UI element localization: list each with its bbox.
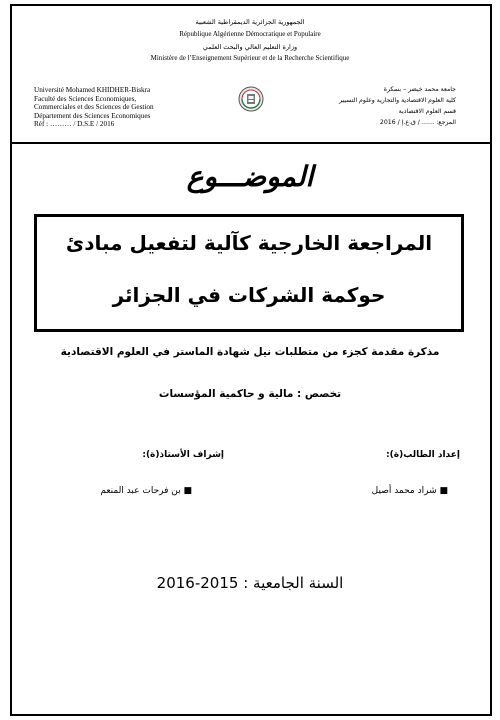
department-name-fr: Département des Sciences Economiques bbox=[34, 111, 151, 120]
university-name-fr: Université Mohamed KHIDHER-Biskra bbox=[34, 86, 151, 94]
thesis-title-box bbox=[34, 214, 464, 332]
republic-french: République Algérienne Démocratique et Populaire bbox=[179, 30, 321, 38]
supervisor-label: إشراف الأستاذ(ة): bbox=[142, 450, 224, 460]
university-block-arabic bbox=[276, 84, 456, 128]
republic-arabic: الجمهورية الجزائرية الديمقراطية الشعبية bbox=[195, 18, 305, 26]
bullet-icon: ■ bbox=[180, 486, 192, 496]
student-name: ■ شراد محمد أصيل bbox=[371, 486, 448, 496]
faculty-name-fr-2: Commerciales et des Sciences de Gestion bbox=[34, 103, 154, 112]
reference-fr: Réf : ……… / D.S.E / 2016 bbox=[34, 120, 115, 129]
specialization: تخصص : مالية و حاكمية المؤسسات bbox=[158, 388, 342, 400]
supervisor-name: ■ بن فرحات عبد المنعم bbox=[100, 486, 192, 496]
faculty-name-fr: Faculté des Sciences Economiques, bbox=[34, 94, 137, 103]
ministry-arabic: وزارة التعليم العالي والبحث العلمي bbox=[202, 43, 298, 51]
thesis-title-line-1: المراجعة الخارجية كآلية لتفعيل مبادئ bbox=[65, 231, 433, 255]
page-border-right bbox=[490, 4, 492, 716]
academic-year: السنة الجامعية : 2015-2016 bbox=[156, 574, 344, 592]
page-border-left bbox=[10, 4, 12, 716]
student-label: إعداد الطالب(ة): bbox=[386, 450, 460, 460]
page-border-bottom bbox=[10, 714, 492, 716]
bullet-icon: ■ bbox=[436, 486, 448, 496]
ministry-french: Ministère de l’Enseignement Supérieur et de la Recherche Scientifique bbox=[150, 54, 350, 62]
memo-description: مذكرة مقدمة كجزء من متطلبات نيل شهادة الماستر في العلوم الاقتصادية bbox=[60, 346, 440, 358]
page-border-top bbox=[10, 4, 492, 6]
university-logo-icon bbox=[238, 86, 264, 112]
university-name-ar: جامعة محمد خيضر – بسكرة bbox=[383, 86, 456, 93]
thesis-title-line-2: حوكمة الشركات في الجزائر bbox=[112, 283, 386, 307]
university-block-french bbox=[34, 86, 254, 129]
department-name-ar: قسم العلوم الاقتصادية bbox=[398, 108, 456, 115]
reference-ar: المرجع: …… / ق.ع.إ / 2016 bbox=[379, 119, 456, 126]
faculty-name-ar: كلية العلوم الاقتصادية والتجارية وعلوم التسيير bbox=[338, 97, 456, 104]
header-separator bbox=[12, 142, 490, 144]
subject-heading: الموضـــوع bbox=[186, 160, 314, 193]
